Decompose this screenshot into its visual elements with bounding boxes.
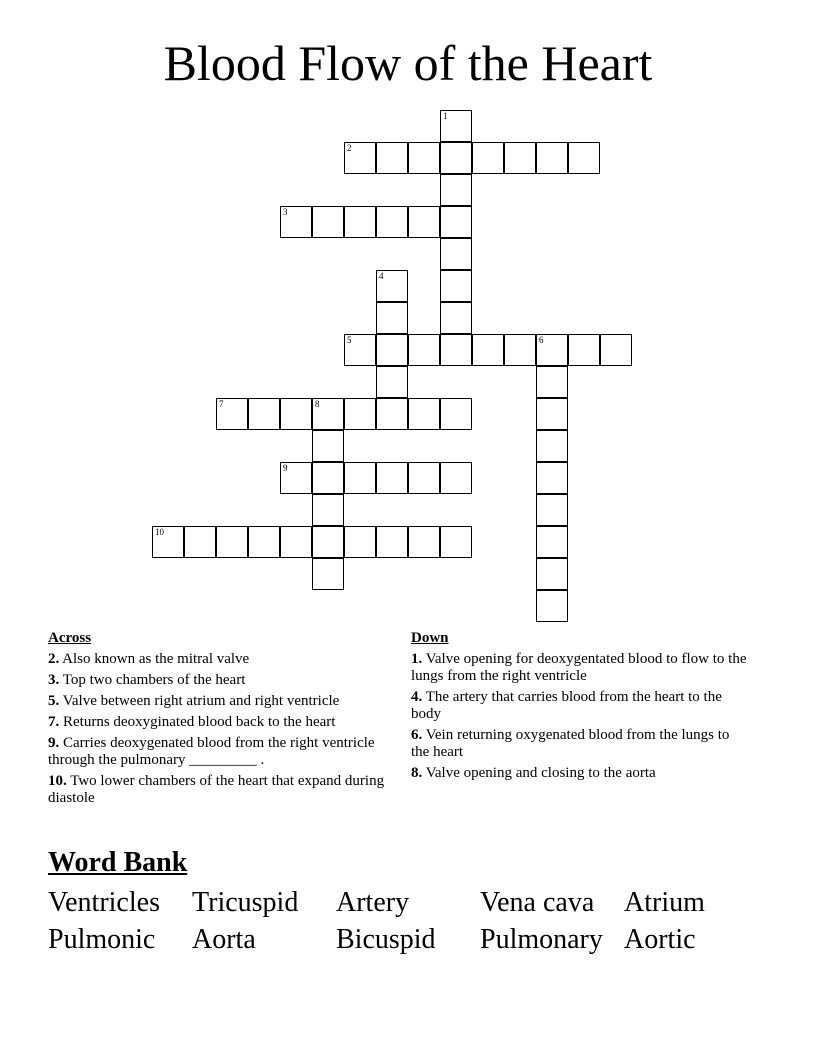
clue-number: 1.: [411, 651, 423, 667]
crossword-cell[interactable]: [440, 334, 472, 366]
across-clue-7: [48, 714, 393, 731]
crossword-cell[interactable]: [312, 462, 344, 494]
crossword-cell[interactable]: [600, 334, 632, 366]
clue-number: 3.: [48, 672, 60, 688]
cell-number: 2: [347, 143, 352, 153]
down-clue-6: [411, 727, 751, 761]
down-heading: Down: [411, 630, 449, 646]
clue-text: Also known as the mitral valve: [59, 651, 250, 667]
crossword-cell[interactable]: [440, 526, 472, 558]
crossword-cell[interactable]: [440, 398, 472, 430]
crossword-cell[interactable]: [536, 526, 568, 558]
crossword-cell[interactable]: [440, 110, 472, 142]
crossword-cell[interactable]: [312, 206, 344, 238]
crossword-cell[interactable]: [408, 462, 440, 494]
clue-text: Carries deoxygenated blood from the right ventricle through the pulmonary _________ .: [48, 735, 375, 768]
crossword-cell[interactable]: [536, 558, 568, 590]
crossword-cell[interactable]: [376, 206, 408, 238]
crossword-cell[interactable]: [280, 206, 312, 238]
word-bank-item: Pulmonic: [48, 924, 156, 955]
across-clue-2: [48, 651, 393, 668]
down-clue-8: [411, 765, 751, 782]
crossword-cell[interactable]: [376, 462, 408, 494]
crossword-cell[interactable]: [536, 366, 568, 398]
crossword-cell[interactable]: [344, 142, 376, 174]
down-clue-4: [411, 689, 751, 723]
clue-text: Valve between right atrium and right ventricle: [59, 693, 340, 709]
crossword-cell[interactable]: [440, 174, 472, 206]
crossword-cell[interactable]: [440, 206, 472, 238]
clue-number: 2.: [48, 651, 60, 667]
crossword-cell[interactable]: [184, 526, 216, 558]
clue-text: Valve opening for deoxygentated blood to flow to the lungs from the right ventricle: [411, 651, 747, 684]
crossword-cell[interactable]: [536, 494, 568, 526]
crossword-cell[interactable]: [408, 398, 440, 430]
crossword-cell[interactable]: [440, 238, 472, 270]
clue-number: 10.: [48, 773, 67, 789]
across-heading: Across: [48, 630, 92, 646]
clue-text: Two lower chambers of the heart that expand during diastole: [48, 773, 385, 806]
crossword-cell[interactable]: [248, 398, 280, 430]
clue-text: Valve opening and closing to the aorta: [422, 765, 656, 781]
crossword-cell[interactable]: [376, 142, 408, 174]
crossword-cell[interactable]: [440, 302, 472, 334]
down-clues: [411, 630, 751, 786]
clue-number: 6.: [411, 727, 423, 743]
word-bank-item: Atrium: [624, 887, 705, 918]
crossword-cell[interactable]: [376, 334, 408, 366]
crossword-cell[interactable]: [472, 142, 504, 174]
cell-number: 4: [379, 271, 384, 281]
crossword-cell[interactable]: [312, 558, 344, 590]
cell-number: 9: [283, 463, 288, 473]
crossword-cell[interactable]: [472, 334, 504, 366]
crossword-cell[interactable]: [568, 334, 600, 366]
clue-number: 9.: [48, 735, 60, 751]
crossword-cell[interactable]: [376, 398, 408, 430]
crossword-cell[interactable]: [152, 526, 184, 558]
word-bank-item: Vena cava: [480, 887, 595, 918]
crossword-cell[interactable]: [312, 398, 344, 430]
word-bank-item: Bicuspid: [336, 924, 436, 955]
crossword-cell[interactable]: [344, 526, 376, 558]
clue-text: Top two chambers of the heart: [59, 672, 246, 688]
across-clue-5: [48, 693, 393, 710]
crossword-cell[interactable]: [440, 270, 472, 302]
crossword-cell[interactable]: [216, 398, 248, 430]
crossword-cell[interactable]: [248, 526, 280, 558]
crossword-cell[interactable]: [504, 142, 536, 174]
crossword-cell[interactable]: [536, 334, 568, 366]
crossword-cell[interactable]: [536, 462, 568, 494]
crossword-cell[interactable]: [536, 398, 568, 430]
crossword-cell[interactable]: [440, 462, 472, 494]
crossword-cell[interactable]: [376, 302, 408, 334]
crossword-cell[interactable]: [280, 398, 312, 430]
clue-number: 7.: [48, 714, 60, 730]
crossword-cell[interactable]: [408, 142, 440, 174]
cell-number: 3: [283, 207, 288, 217]
crossword-cell[interactable]: [280, 526, 312, 558]
crossword-cell[interactable]: [504, 334, 536, 366]
crossword-cell[interactable]: [216, 526, 248, 558]
clue-text: Returns deoxyginated blood back to the heart: [59, 714, 336, 730]
crossword-cell[interactable]: [536, 430, 568, 462]
across-clues: [48, 630, 393, 811]
across-clue-3: [48, 672, 393, 689]
crossword-cell[interactable]: [344, 206, 376, 238]
crossword-cell[interactable]: [568, 142, 600, 174]
cell-number: 5: [347, 335, 352, 345]
word-bank-item: Ventricles: [48, 887, 160, 918]
cell-number: 8: [315, 399, 320, 409]
clue-text: The artery that carries blood from the heart to the body: [411, 689, 722, 722]
crossword-cell[interactable]: [344, 462, 376, 494]
crossword-cell[interactable]: [312, 494, 344, 526]
down-clue-1: [411, 651, 751, 685]
crossword-cell[interactable]: [312, 526, 344, 558]
cell-number: 7: [219, 399, 224, 409]
crossword-cell[interactable]: [376, 526, 408, 558]
clue-number: 8.: [411, 765, 423, 781]
page-title: Blood Flow of the Heart: [163, 35, 653, 91]
cell-number: 10: [155, 527, 164, 537]
across-clue-10: [48, 773, 393, 807]
crossword-cell[interactable]: [376, 366, 408, 398]
word-bank-title: Word Bank: [48, 847, 188, 878]
crossword-cell[interactable]: [312, 430, 344, 462]
crossword-cell[interactable]: [408, 334, 440, 366]
word-bank: [48, 884, 768, 958]
clue-number: 5.: [48, 693, 60, 709]
word-bank-item: Tricuspid: [192, 887, 299, 918]
cell-number: 6: [539, 335, 544, 345]
word-bank-item: Pulmonary: [480, 924, 603, 955]
crossword-cell[interactable]: [536, 142, 568, 174]
cell-number: 1: [443, 111, 448, 121]
crossword-cell[interactable]: [408, 526, 440, 558]
crossword-cell[interactable]: [536, 590, 568, 622]
word-bank-item: Aortic: [624, 924, 696, 955]
word-bank-item: Aorta: [192, 924, 256, 955]
word-bank-item: Artery: [336, 887, 410, 918]
across-clue-9: [48, 735, 393, 769]
crossword-cell[interactable]: [376, 270, 408, 302]
crossword-cell[interactable]: [280, 462, 312, 494]
clue-text: Vein returning oxygenated blood from the lungs to the heart: [411, 727, 730, 760]
clue-number: 4.: [411, 689, 423, 705]
crossword-cell[interactable]: [344, 398, 376, 430]
crossword-cell[interactable]: [408, 206, 440, 238]
crossword-cell[interactable]: [344, 334, 376, 366]
crossword-cell[interactable]: [440, 142, 472, 174]
